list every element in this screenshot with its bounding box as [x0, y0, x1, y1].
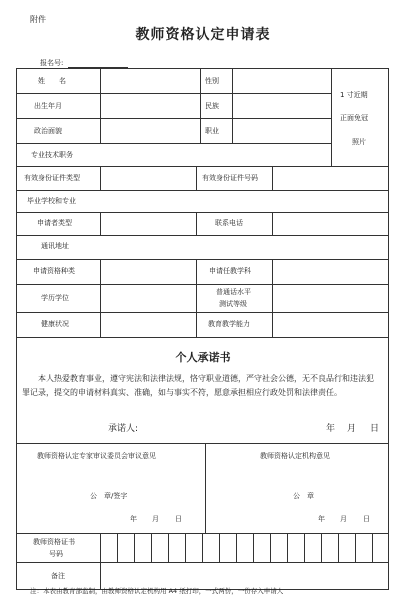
political-status-label: 政治面貌 — [34, 127, 62, 135]
photo-label-line1: 1 寸近期 — [340, 91, 368, 99]
application-table — [16, 68, 389, 590]
col-divider — [196, 259, 197, 337]
col-divider — [331, 68, 332, 166]
digit-box — [168, 533, 169, 562]
col-divider — [200, 68, 201, 143]
col-divider — [272, 212, 273, 235]
phone-label: 联系电话 — [215, 219, 243, 227]
oath-month: 月 — [347, 424, 357, 434]
remarks-label: 备注 — [51, 572, 65, 580]
cert-type-label: 申请资格种类 — [33, 267, 75, 275]
mandarin-level-line2: 测试等级 — [219, 300, 247, 308]
row-divider — [16, 93, 331, 94]
form-title: 教师资格认定申请表 — [135, 27, 271, 43]
oath-title: 个人承诺书 — [175, 351, 231, 364]
oath-year: 年 — [326, 424, 336, 434]
registration-number-label: 报名号: — [40, 59, 64, 67]
photo-label-line3: 照片 — [352, 138, 366, 146]
committee-year: 年 — [130, 515, 137, 523]
occupation-label: 职业 — [205, 127, 219, 135]
oath-text: 本人热爱教育事业，遵守宪法和法律法规，恪守职业道德，严守社会公德，无不良品行和违法犯罪记录，提交的申请材料真实、准确，如与事实不符，愿意承担相应行政处罚和法律责任。 — [22, 374, 374, 397]
digit-box — [202, 533, 203, 562]
committee-day: 日 — [175, 515, 182, 523]
mandarin-level-line1: 普通话水平 — [216, 288, 251, 296]
address-label: 通讯地址 — [41, 242, 69, 250]
photo-label-line2: 正面免冠 — [340, 114, 368, 122]
row-divider — [16, 443, 389, 444]
applicant-type-label: 申请者类型 — [37, 219, 72, 227]
degree-label: 学历学位 — [41, 294, 69, 302]
name-label: 姓 名 — [38, 77, 66, 85]
health-label: 健康状况 — [41, 320, 69, 328]
col-divider — [272, 259, 273, 337]
agency-opinion-label: 教师资格认定机构意见 — [260, 452, 330, 460]
teaching-ability-label: 教育教学能力 — [208, 320, 250, 328]
committee-opinion-label: 教师资格认定专家审议委员会审议意见 — [37, 452, 156, 460]
row-divider — [16, 284, 389, 285]
row-divider — [16, 190, 389, 191]
agency-day: 日 — [363, 515, 370, 523]
col-divider — [205, 443, 206, 533]
row-divider — [16, 143, 331, 144]
subject-label: 申请任教学科 — [209, 267, 251, 275]
footnote: 注：本表由教育部监制，由教师资格认定机构用 A4 纸打印，一式两份，一份存入申请人 — [30, 587, 284, 595]
digit-box — [304, 533, 305, 562]
digit-box — [372, 533, 373, 562]
signer-label: 承诺人: — [108, 424, 139, 434]
digit-box — [134, 533, 135, 562]
professional-title-label: 专业技术职务 — [31, 151, 73, 159]
digit-box — [338, 533, 339, 562]
cert-number-label-line1: 教师资格证书 — [33, 538, 75, 546]
digit-box — [236, 533, 237, 562]
row-divider — [16, 212, 389, 213]
agency-seal-label: 公 章 — [293, 492, 314, 500]
digit-box — [253, 533, 254, 562]
row-divider — [16, 118, 331, 119]
row-divider — [16, 562, 389, 563]
row-divider — [16, 337, 389, 338]
digit-box — [355, 533, 356, 562]
col-divider — [100, 533, 101, 590]
cert-number-label-line2: 号码 — [49, 550, 63, 558]
committee-seal-label: 公 章/签字 — [90, 492, 128, 500]
gender-label: 性别 — [205, 77, 219, 85]
committee-month: 月 — [152, 515, 159, 523]
id-type-label: 有效身份证件类型 — [24, 174, 80, 182]
col-divider — [196, 212, 197, 235]
agency-year: 年 — [318, 515, 325, 523]
col-divider — [232, 68, 233, 143]
row-divider — [16, 259, 389, 260]
col-divider — [100, 68, 101, 143]
ethnicity-label: 民族 — [205, 102, 219, 110]
col-divider — [196, 166, 197, 190]
digit-box — [185, 533, 186, 562]
row-divider — [16, 235, 389, 236]
birth-date-label: 出生年月 — [34, 102, 62, 110]
school-major-label: 毕业学校和专业 — [27, 197, 76, 205]
digit-box — [219, 533, 220, 562]
oath-day: 日 — [370, 424, 380, 434]
digit-box — [287, 533, 288, 562]
digit-box — [321, 533, 322, 562]
col-divider — [100, 212, 101, 235]
col-divider — [100, 259, 101, 337]
digit-box — [151, 533, 152, 562]
row-divider — [16, 166, 389, 167]
col-divider — [100, 166, 101, 190]
digit-box — [117, 533, 118, 562]
row-divider — [16, 312, 389, 313]
digit-box — [270, 533, 271, 562]
col-divider — [272, 166, 273, 190]
attachment-label: 附件 — [30, 15, 46, 24]
agency-month: 月 — [340, 515, 347, 523]
id-number-label: 有效身份证件号码 — [202, 174, 258, 182]
